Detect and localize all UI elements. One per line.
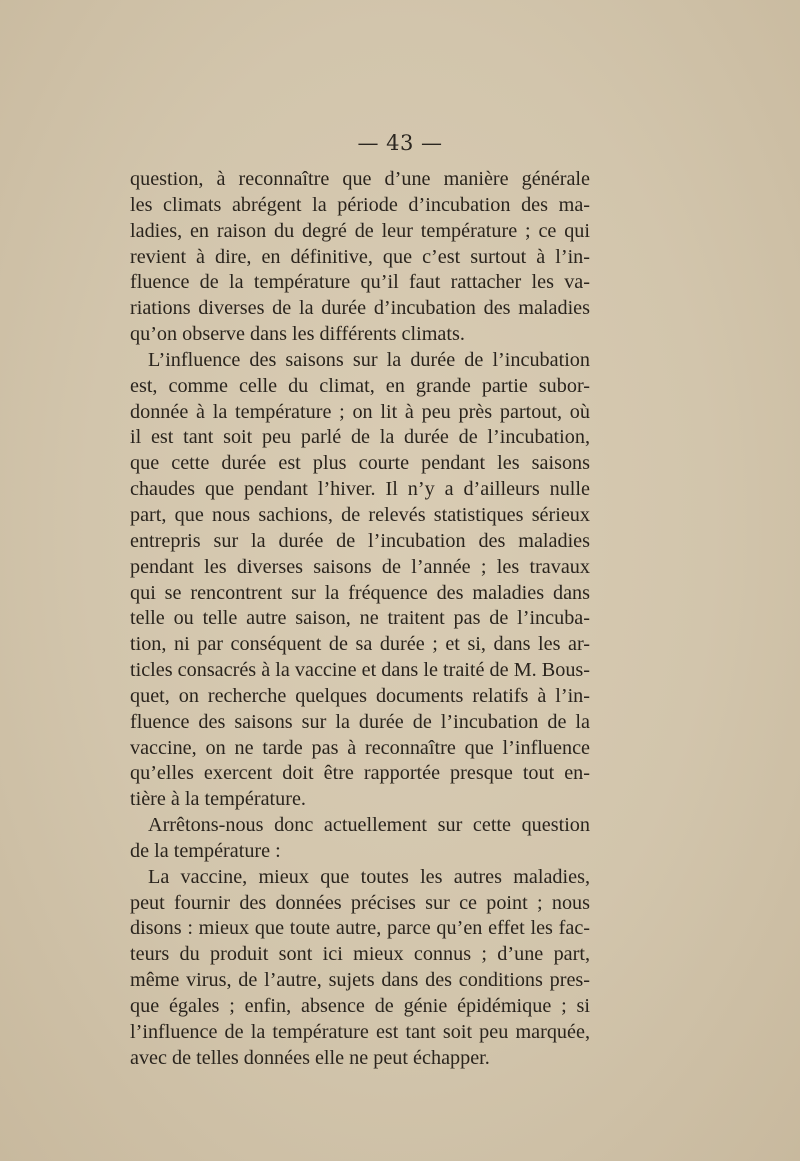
page-number: — 43 — <box>357 131 443 155</box>
text-line: même virus, de l’autre, sujets dans des conditions pres- <box>130 969 590 992</box>
text-line: qu’elles exercent doit être rapportée presque tout en- <box>130 762 590 785</box>
text-line: Arrêtons-nous donc actuellement sur cette question <box>148 814 590 837</box>
text-line: que égales ; enfin, absence de génie épidémique ; si <box>130 995 590 1017</box>
text-line: teurs du produit sont ici mieux connus ; d’une part, <box>130 943 590 966</box>
text-line: fluence de la température qu’il faut rattacher les va- <box>130 271 590 294</box>
text-line: donnée à la température ; on lit à peu près partout, où <box>130 400 590 423</box>
text-line: qui se rencontrent sur la fréquence des maladies dans <box>130 581 590 604</box>
text-line: qu’on observe dans les différents climats. <box>130 323 465 346</box>
text-line: tion, ni par conséquent de sa durée ; et si, dans les ar- <box>130 633 590 656</box>
text-line: l’influence de la température est tant soit peu marquée, <box>130 1020 590 1043</box>
text-line: que cette durée est plus courte pendant les saisons <box>130 452 590 475</box>
text-line: ladies, en raison du degré de leur température ; ce qui <box>130 219 590 242</box>
text-line: il est tant soit peu parlé de la durée de l’incubation, <box>130 426 590 449</box>
text-line: revient à dire, en définitive, que c’est surtout à l’in- <box>130 245 590 268</box>
text-line: fluence des saisons sur la durée de l’incubation de la <box>130 710 590 733</box>
text-line: quet, on recherche quelques documents relatifs à l’in- <box>130 684 590 707</box>
text-line: les climats abrégent la période d’incubation des ma- <box>130 193 590 216</box>
text-line: vaccine, on ne tarde pas à reconnaître que l’influence <box>130 736 590 759</box>
text-line: chaudes que pendant l’hiver. Il n’y a d’ailleurs nulle <box>130 478 590 501</box>
text-line: riations diverses de la durée d’incubation des maladies <box>130 297 590 320</box>
text-line: avec de telles données elle ne peut échapper. <box>130 1046 490 1069</box>
text-line: de la température : <box>130 839 281 862</box>
text-line: telle ou telle autre saison, ne traitent pas de l’incuba- <box>130 607 590 630</box>
text-line: part, que nous sachions, de relevés statistiques sérieux <box>130 503 590 526</box>
body-text <box>130 167 590 1072</box>
text-line: est, comme celle du climat, en grande partie subor- <box>130 374 590 397</box>
text-line: La vaccine, mieux que toutes les autres maladies, <box>148 865 590 888</box>
text-line: entrepris sur la durée de l’incubation des maladies <box>130 529 590 552</box>
text-line: L’influence des saisons sur la durée de l’incubation <box>148 348 590 371</box>
text-line: disons : mieux que toute autre, parce qu’en effet les fac- <box>130 917 590 940</box>
text-line: tière à la température. <box>130 788 306 811</box>
text-line: peut fournir des données précises sur ce point ; nous <box>130 891 590 914</box>
text-line: ticles consacrés à la vaccine et dans le traité de M. Bous- <box>130 659 590 682</box>
text-line: pendant les diverses saisons de l’année ; les travaux <box>130 555 590 578</box>
text-line: question, à reconnaître que d’une manière générale <box>130 168 590 190</box>
